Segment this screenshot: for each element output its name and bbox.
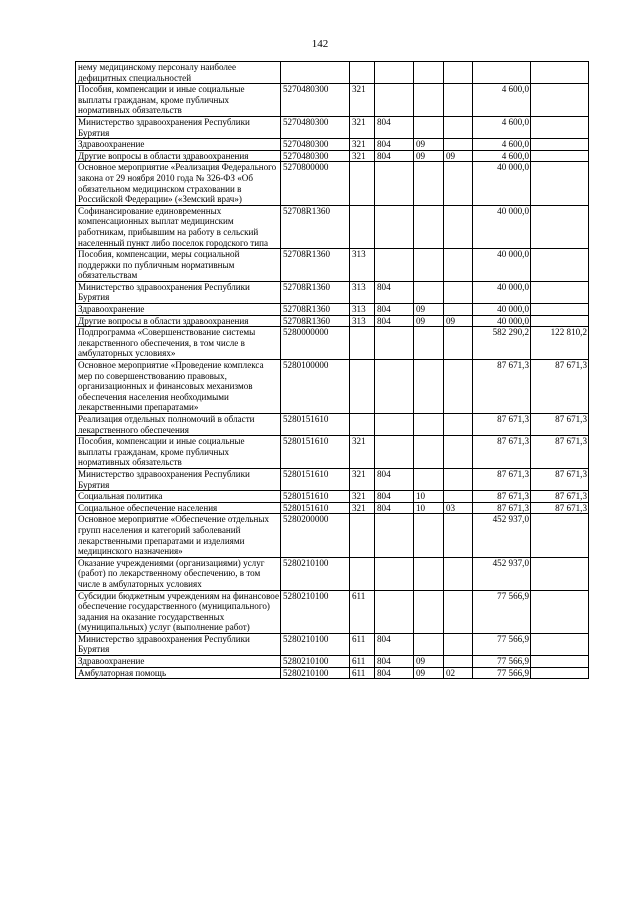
table-row	[76, 150, 589, 162]
federal-amount-cell: 87 671,3	[531, 360, 589, 414]
amount-cell: 40 000,0	[473, 162, 531, 205]
section-cell	[414, 514, 444, 557]
table-row	[76, 557, 589, 590]
section-cell	[414, 205, 444, 248]
target-code-cell: 52708R1360	[281, 205, 350, 248]
section-cell	[414, 468, 444, 490]
table-row	[76, 116, 589, 138]
amount-cell: 87 671,3	[473, 414, 531, 436]
amount-cell: 452 937,0	[473, 557, 531, 590]
federal-amount-cell: 87 671,3	[531, 491, 589, 503]
federal-amount-cell	[531, 139, 589, 151]
administrator-cell	[375, 514, 414, 557]
expense-type-cell: 611	[350, 633, 375, 655]
expense-type-cell	[350, 327, 375, 360]
section-cell: 09	[414, 656, 444, 668]
expense-type-cell: 611	[350, 667, 375, 679]
administrator-cell: 804	[375, 304, 414, 316]
amount-cell: 77 566,9	[473, 633, 531, 655]
federal-amount-cell	[531, 633, 589, 655]
section-cell	[414, 436, 444, 469]
administrator-cell: 804	[375, 656, 414, 668]
expense-type-cell	[350, 162, 375, 205]
target-code-cell: 5280210100	[281, 633, 350, 655]
administrator-cell	[375, 590, 414, 633]
federal-amount-cell	[531, 590, 589, 633]
expense-name-cell: Подпрограмма «Совершенствование системы лекарственного обеспечения, в том числе в амбулаторных условиях»	[76, 327, 281, 360]
subsection-cell	[444, 557, 473, 590]
administrator-cell	[375, 414, 414, 436]
target-code-cell	[281, 62, 350, 84]
federal-amount-cell: 87 671,3	[531, 414, 589, 436]
target-code-cell: 5280210100	[281, 667, 350, 679]
subsection-cell	[444, 491, 473, 503]
subsection-cell	[444, 139, 473, 151]
expense-type-cell: 313	[350, 281, 375, 303]
target-code-cell: 5280151610	[281, 491, 350, 503]
target-code-cell: 5280100000	[281, 360, 350, 414]
section-cell: 09	[414, 150, 444, 162]
section-cell: 09	[414, 139, 444, 151]
subsection-cell	[444, 281, 473, 303]
federal-amount-cell	[531, 667, 589, 679]
table-row	[76, 162, 589, 205]
subsection-cell	[444, 656, 473, 668]
federal-amount-cell	[531, 281, 589, 303]
expense-name-cell: Реализация отдельных полномочий в области лекарственного обеспечения	[76, 414, 281, 436]
expense-name-cell: Софинансирование единовременных компенсационных выплат медицинским работникам, прибывшим на работу в сельский населенный пункт либо поселок городского типа	[76, 205, 281, 248]
administrator-cell: 804	[375, 315, 414, 327]
expense-type-cell	[350, 557, 375, 590]
target-code-cell: 5280151610	[281, 502, 350, 514]
subsection-cell	[444, 162, 473, 205]
table-row	[76, 502, 589, 514]
expense-name-cell: Пособия, компенсации и иные социальные выплаты гражданам, кроме публичных нормативных обязательств	[76, 436, 281, 469]
amount-cell: 87 671,3	[473, 491, 531, 503]
federal-amount-cell	[531, 656, 589, 668]
table-row	[76, 62, 589, 84]
subsection-cell	[444, 62, 473, 84]
subsection-cell	[444, 468, 473, 490]
expense-name-cell: Министерство здравоохранения Республики Бурятия	[76, 281, 281, 303]
expense-name-cell: Здравоохранение	[76, 656, 281, 668]
amount-cell: 4 600,0	[473, 116, 531, 138]
expense-type-cell: 321	[350, 116, 375, 138]
target-code-cell: 5280000000	[281, 327, 350, 360]
federal-amount-cell	[531, 514, 589, 557]
expense-type-cell: 313	[350, 315, 375, 327]
table-row	[76, 491, 589, 503]
expense-type-cell: 321	[350, 139, 375, 151]
administrator-cell	[375, 249, 414, 282]
section-cell: 09	[414, 667, 444, 679]
expense-type-cell: 611	[350, 656, 375, 668]
section-cell	[414, 590, 444, 633]
section-cell: 09	[414, 315, 444, 327]
section-cell	[414, 360, 444, 414]
target-code-cell: 52708R1360	[281, 281, 350, 303]
expense-name-cell: Здравоохранение	[76, 139, 281, 151]
administrator-cell: 804	[375, 281, 414, 303]
amount-cell: 4 600,0	[473, 139, 531, 151]
section-cell: 09	[414, 304, 444, 316]
expense-name-cell: нему медицинскому персоналу наиболее дефицитных специальностей	[76, 62, 281, 84]
expense-name-cell: Другие вопросы в области здравоохранения	[76, 150, 281, 162]
federal-amount-cell	[531, 304, 589, 316]
section-cell	[414, 414, 444, 436]
expense-name-cell: Основное мероприятие «Реализация Федерального закона от 29 ноября 2010 года № 326-ФЗ «Об обязательном медицинском страховании в Российской Федерации» («Земский врач»)	[76, 162, 281, 205]
expense-type-cell: 321	[350, 436, 375, 469]
expense-name-cell: Министерство здравоохранения Республики Бурятия	[76, 116, 281, 138]
federal-amount-cell	[531, 84, 589, 117]
amount-cell: 40 000,0	[473, 205, 531, 248]
administrator-cell	[375, 84, 414, 117]
target-code-cell: 5280151610	[281, 436, 350, 469]
expense-type-cell: 611	[350, 590, 375, 633]
administrator-cell: 804	[375, 116, 414, 138]
federal-amount-cell	[531, 116, 589, 138]
federal-amount-cell: 87 671,3	[531, 468, 589, 490]
target-code-cell: 5280210100	[281, 656, 350, 668]
amount-cell: 40 000,0	[473, 315, 531, 327]
administrator-cell	[375, 205, 414, 248]
subsection-cell	[444, 84, 473, 117]
amount-cell: 4 600,0	[473, 84, 531, 117]
expense-type-cell: 321	[350, 491, 375, 503]
amount-cell: 40 000,0	[473, 304, 531, 316]
amount-cell: 87 671,3	[473, 502, 531, 514]
target-code-cell: 52708R1360	[281, 304, 350, 316]
expense-type-cell: 321	[350, 502, 375, 514]
table-row	[76, 590, 589, 633]
federal-amount-cell: 87 671,3	[531, 436, 589, 469]
administrator-cell: 804	[375, 502, 414, 514]
administrator-cell	[375, 436, 414, 469]
administrator-cell	[375, 360, 414, 414]
target-code-cell: 5280151610	[281, 414, 350, 436]
target-code-cell: 5280200000	[281, 514, 350, 557]
amount-cell: 87 671,3	[473, 360, 531, 414]
expense-name-cell: Основное мероприятие «Проведение комплекса мер по совершенствованию правовых, организационных и финансовых механизмов обеспечения населения необходимыми лекарственными препаратами»	[76, 360, 281, 414]
federal-amount-cell	[531, 162, 589, 205]
expense-type-cell	[350, 62, 375, 84]
administrator-cell: 804	[375, 667, 414, 679]
table-row	[76, 139, 589, 151]
target-code-cell: 5270480300	[281, 116, 350, 138]
table-row	[76, 656, 589, 668]
expense-type-cell: 321	[350, 84, 375, 117]
administrator-cell	[375, 162, 414, 205]
amount-cell: 87 671,3	[473, 468, 531, 490]
subsection-cell	[444, 116, 473, 138]
subsection-cell: 09	[444, 150, 473, 162]
subsection-cell	[444, 590, 473, 633]
table-row	[76, 327, 589, 360]
target-code-cell: 5270480300	[281, 139, 350, 151]
table-row	[76, 281, 589, 303]
section-cell	[414, 281, 444, 303]
subsection-cell	[444, 205, 473, 248]
expense-type-cell: 313	[350, 304, 375, 316]
federal-amount-cell	[531, 205, 589, 248]
table-row	[76, 205, 589, 248]
expense-type-cell: 313	[350, 249, 375, 282]
subsection-cell	[444, 360, 473, 414]
section-cell	[414, 557, 444, 590]
expense-name-cell: Здравоохранение	[76, 304, 281, 316]
administrator-cell: 804	[375, 468, 414, 490]
administrator-cell: 804	[375, 139, 414, 151]
amount-cell: 77 566,9	[473, 656, 531, 668]
expense-name-cell: Амбулаторная помощь	[76, 667, 281, 679]
subsection-cell: 03	[444, 502, 473, 514]
table-row	[76, 84, 589, 117]
target-code-cell: 5280151610	[281, 468, 350, 490]
section-cell	[414, 62, 444, 84]
federal-amount-cell	[531, 557, 589, 590]
expense-name-cell: Пособия, компенсации и иные социальные выплаты гражданам, кроме публичных нормативных обязательств	[76, 84, 281, 117]
administrator-cell	[375, 62, 414, 84]
table-row	[76, 360, 589, 414]
section-cell: 10	[414, 502, 444, 514]
subsection-cell: 02	[444, 667, 473, 679]
administrator-cell: 804	[375, 633, 414, 655]
section-cell	[414, 249, 444, 282]
target-code-cell: 5270800000	[281, 162, 350, 205]
administrator-cell	[375, 557, 414, 590]
amount-cell	[473, 62, 531, 84]
federal-amount-cell	[531, 249, 589, 282]
federal-amount-cell	[531, 315, 589, 327]
table-row	[76, 315, 589, 327]
expense-type-cell	[350, 205, 375, 248]
amount-cell: 87 671,3	[473, 436, 531, 469]
federal-amount-cell	[531, 150, 589, 162]
expense-name-cell: Оказание учреждениями (организациями) услуг (работ) по лекарственному обеспечению, в том числе в амбулаторных условиях	[76, 557, 281, 590]
administrator-cell	[375, 327, 414, 360]
table-row	[76, 468, 589, 490]
table-row	[76, 667, 589, 679]
section-cell	[414, 633, 444, 655]
section-cell: 10	[414, 491, 444, 503]
expense-name-cell: Другие вопросы в области здравоохранения	[76, 315, 281, 327]
table-row	[76, 436, 589, 469]
table-row	[76, 514, 589, 557]
subsection-cell	[444, 633, 473, 655]
amount-cell: 77 566,9	[473, 590, 531, 633]
subsection-cell	[444, 414, 473, 436]
federal-amount-cell: 122 810,2	[531, 327, 589, 360]
subsection-cell	[444, 304, 473, 316]
subsection-cell	[444, 514, 473, 557]
target-code-cell: 5270480300	[281, 150, 350, 162]
expense-type-cell: 321	[350, 468, 375, 490]
amount-cell: 40 000,0	[473, 281, 531, 303]
subsection-cell	[444, 249, 473, 282]
subsection-cell	[444, 327, 473, 360]
federal-amount-cell	[531, 62, 589, 84]
amount-cell: 582 290,2	[473, 327, 531, 360]
federal-amount-cell: 87 671,3	[531, 502, 589, 514]
section-cell	[414, 116, 444, 138]
expense-name-cell: Социальное обеспечение населения	[76, 502, 281, 514]
target-code-cell: 5280210100	[281, 557, 350, 590]
administrator-cell: 804	[375, 491, 414, 503]
expense-type-cell	[350, 414, 375, 436]
section-cell	[414, 84, 444, 117]
table-row	[76, 249, 589, 282]
amount-cell: 77 566,9	[473, 667, 531, 679]
target-code-cell: 5280210100	[281, 590, 350, 633]
amount-cell: 4 600,0	[473, 150, 531, 162]
expense-type-cell	[350, 360, 375, 414]
expense-type-cell	[350, 514, 375, 557]
section-cell	[414, 162, 444, 205]
target-code-cell: 5270480300	[281, 84, 350, 117]
administrator-cell: 804	[375, 150, 414, 162]
expense-name-cell: Пособия, компенсации, меры социальной поддержки по публичным нормативным обязательствам	[76, 249, 281, 282]
budget-table	[75, 61, 589, 679]
subsection-cell: 09	[444, 315, 473, 327]
expense-name-cell: Социальная политика	[76, 491, 281, 503]
table-row	[76, 414, 589, 436]
expense-type-cell: 321	[350, 150, 375, 162]
amount-cell: 40 000,0	[473, 249, 531, 282]
page-number: 142	[311, 38, 329, 50]
expense-name-cell: Министерство здравоохранения Республики Бурятия	[76, 633, 281, 655]
target-code-cell: 52708R1360	[281, 249, 350, 282]
expense-name-cell: Субсидии бюджетным учреждениям на финансовое обеспечение государственного (муниципального) задания на оказание государственных (муниципальных) услуг (выполнение работ)	[76, 590, 281, 633]
table-row	[76, 633, 589, 655]
amount-cell: 452 937,0	[473, 514, 531, 557]
subsection-cell	[444, 436, 473, 469]
expense-name-cell: Министерство здравоохранения Республики Бурятия	[76, 468, 281, 490]
table-row	[76, 304, 589, 316]
section-cell	[414, 327, 444, 360]
target-code-cell: 52708R1360	[281, 315, 350, 327]
expense-name-cell: Основное мероприятие «Обеспечение отдельных групп населения и категорий заболеваний лекарственными препаратами и изделиями медицинского назначения»	[76, 514, 281, 557]
